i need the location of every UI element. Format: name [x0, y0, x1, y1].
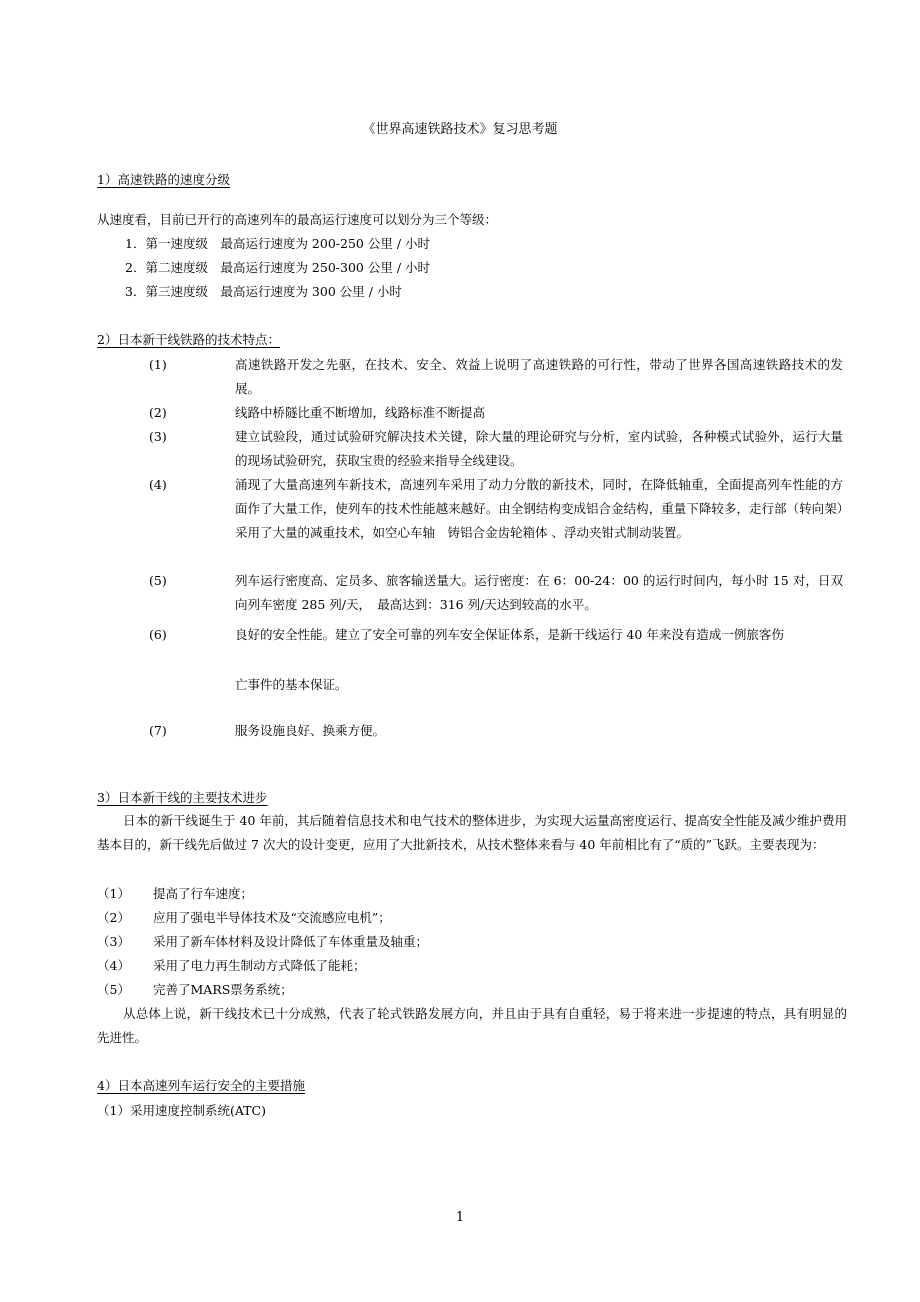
progress-item: [97, 882, 253, 906]
section3-paragraph: 日本的新干线诞生于 40 年前，其后随着信息技术和电气技术的整体进步，为实现大运量高密度运行、提高安全性能及减少维护费用基本目的，新干线先后做过 7 次大的设计变更，应用了大批新技术，从技术整体来看与 40 年前相比有了“质的”飞跃。主要表现为：: [97, 813, 847, 852]
section2-heading: 2）日本新干线铁路的技术特点：: [97, 332, 280, 347]
section4-heading: 4）日本高速列车运行安全的主要措施: [97, 1078, 305, 1093]
progress-text: 应用了强电半导体技术及“交流感应电机”；: [153, 910, 391, 925]
feature-text: 列车运行密度高、定员多、旅客输送量大。运行密度：在 6：00-24：00 的运行时间内，每小时 15 对，日双向列车密度 285 列/天， 最高达到：316 列/天达到较高的水平。: [235, 573, 843, 612]
feature-number: (2): [149, 405, 167, 420]
progress-number: （2）: [97, 910, 130, 925]
feature-text: 涌现了大量高速列车新技术，高速列车采用了动力分散的新技术，同时，在降低轴重，全面提高列车性能的方面作了大量工作，使列车的技术性能越来越好。由全钢结构变成铝合金结构，重量下降较多，走行部（转向架）采用了大量的减重技术，如空心车轴 铸铝合金齿轮箱体 、浮动夹钳式制动装置。: [235, 477, 843, 540]
section1-intro: 从速度看，目前已开行的高速列车的最高运行速度可以划分为三个等级：: [97, 212, 498, 227]
feature-number: (6): [149, 627, 167, 642]
progress-text: 完善了MARS票务系统；: [153, 982, 293, 997]
feature-text: 建立试验段，通过试验研究解决技术关键，除大量的理论研究与分析，室内试验，各种模式试验外，运行大量的现场试验研究，获取宝贵的经验来指导全线建设。: [235, 429, 843, 468]
progress-number: （1）: [97, 886, 130, 901]
progress-item: [97, 930, 428, 954]
speed-level-item: 2．第二速度级 最高运行速度为 250-300 公里 / 小时: [125, 260, 430, 275]
section4-item: （1）采用速度控制系统(ATC): [97, 1103, 266, 1118]
page-number: 1: [455, 1210, 465, 1225]
progress-item: [97, 906, 391, 930]
feature-text: 良好的安全性能。建立了安全可靠的列车安全保证体系，是新干线运行 40 年来没有造成一例旅客伤: [235, 627, 784, 642]
progress-text: 提高了行车速度；: [153, 886, 254, 901]
progress-number: （5）: [97, 982, 130, 997]
section3-heading: 3）日本新干线的主要技术进步: [97, 790, 268, 805]
feature-text: 亡事件的基本保证。: [235, 677, 348, 692]
progress-item: [97, 954, 366, 978]
speed-level-item: 3．第三速度级 最高运行速度为 300 公里 / 小时: [125, 284, 402, 299]
progress-text: 采用了新车体材料及设计降低了车体重量及轴重；: [153, 934, 429, 949]
feature-text: 高速铁路开发之先驱，在技术、安全、效益上说明了高速铁路的可行性，带动了世界各国高速铁路技术的发展。: [235, 357, 843, 396]
feature-text: 服务设施良好、换乘方便。: [235, 723, 386, 738]
feature-text: 线路中桥隧比重不断增加，线路标准不断提高: [235, 405, 486, 420]
feature-number: (1): [149, 357, 167, 372]
progress-item: [97, 978, 293, 1002]
feature-number: (5): [149, 573, 167, 588]
section1-heading: 1）高速铁路的速度分级: [97, 172, 230, 187]
progress-number: （4）: [97, 958, 130, 973]
progress-text: 采用了电力再生制动方式降低了能耗；: [153, 958, 366, 973]
feature-number: (3): [149, 429, 167, 444]
section3-conclusion: 从总体上说，新干线技术已十分成熟，代表了轮式铁路发展方向，并且由于具有自重轻，易于将来进一步提速的特点，具有明显的先进性。: [97, 1006, 847, 1045]
speed-level-item: 1．第一速度级 最高运行速度为 200-250 公里 / 小时: [125, 236, 430, 251]
feature-number: (4): [149, 477, 167, 492]
progress-number: （3）: [97, 934, 130, 949]
document-title: 《世界高速铁路技术》复习思考题: [362, 122, 558, 137]
feature-number: (7): [149, 723, 167, 738]
